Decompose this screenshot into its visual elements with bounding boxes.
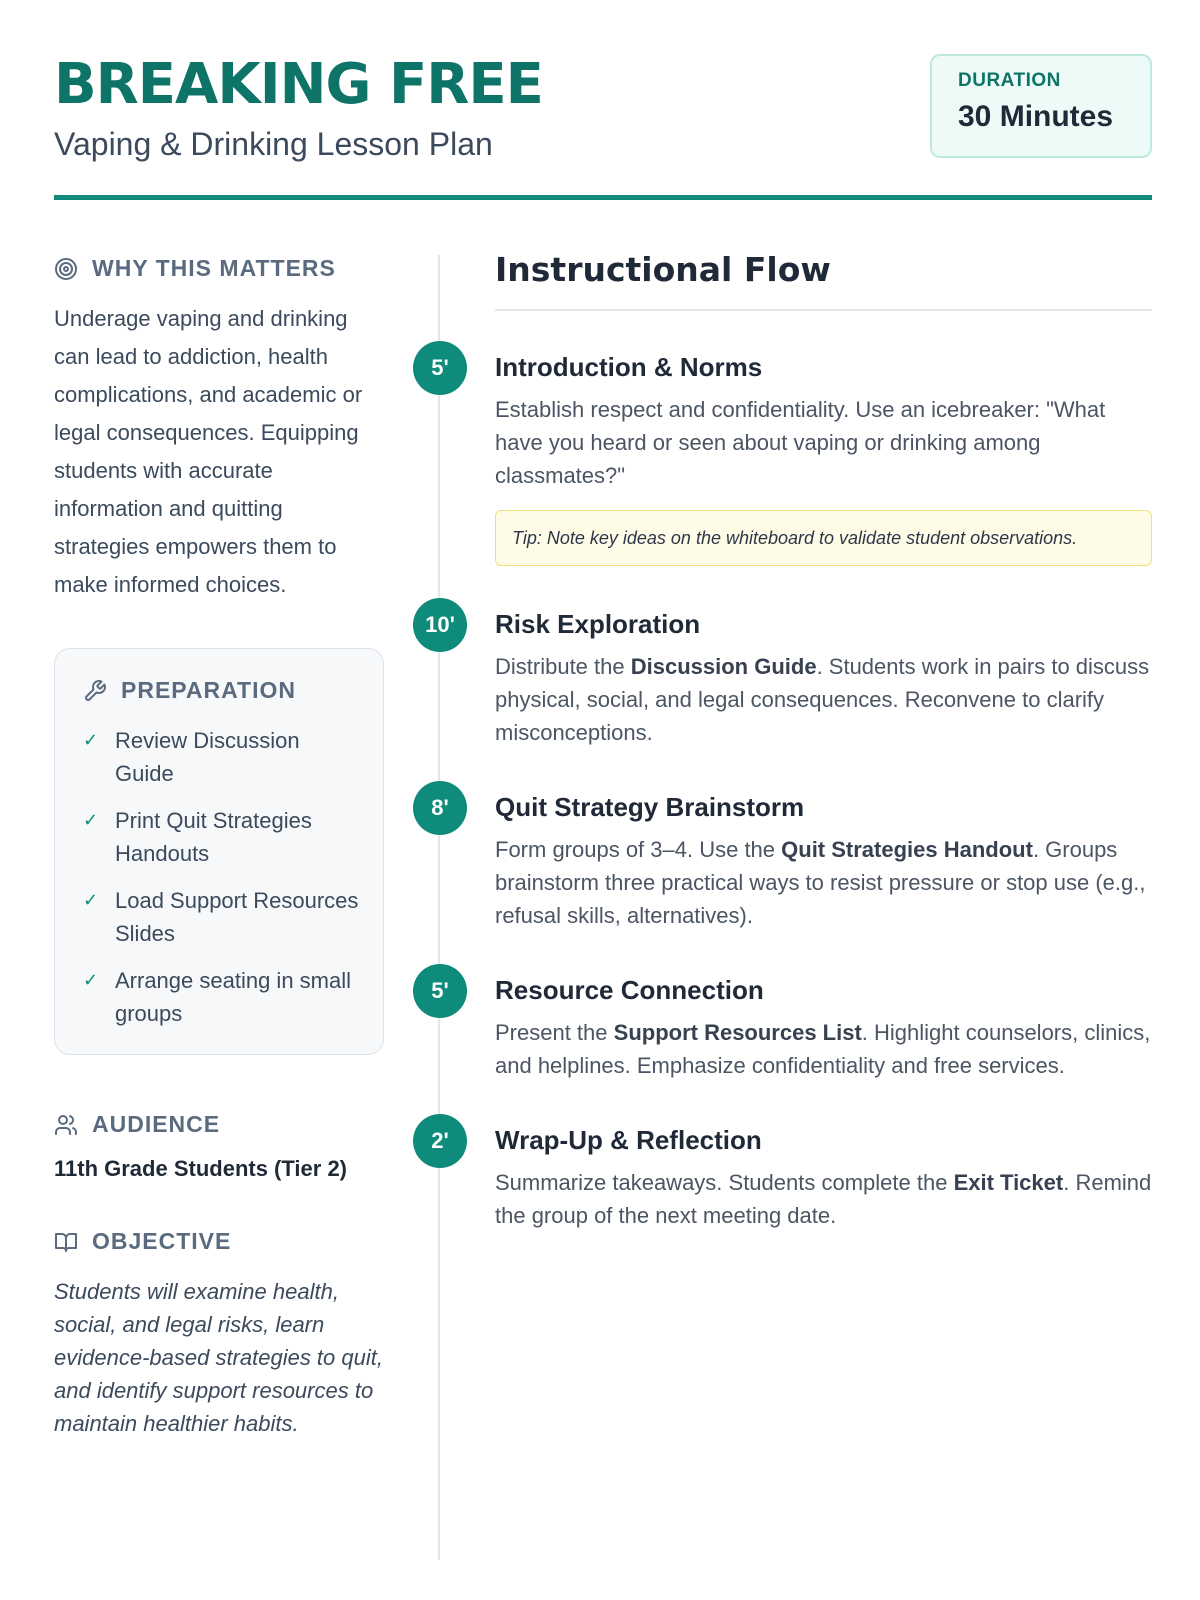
step-item — [431, 974, 1152, 1082]
users-icon — [54, 1113, 78, 1137]
step-description: Establish respect and confidentiality. Use an icebreaker: "What have you heard or seen about vaping or drinking among classmates?" — [495, 397, 1106, 488]
time-badge: 2' — [413, 1114, 467, 1168]
step-item — [425, 608, 1152, 749]
list-item: ✓ Review Discussion Guide — [83, 724, 361, 790]
step-title: Quit Strategy Brainstorm — [495, 792, 805, 822]
why-heading-label: WHY THIS MATTERS — [92, 255, 336, 281]
step-description: Distribute the Discussion Guide. Students work in pairs to discuss physical, social, and legal consequences. Reconvene to clarify misconceptions. — [495, 654, 1150, 745]
audience-text: 11th Grade Students (Tier 2) — [54, 1156, 348, 1181]
list-item: ✓ Load Support Resources Slides — [83, 884, 361, 950]
book-icon — [54, 1230, 78, 1254]
step-title: Wrap-Up & Reflection — [495, 1125, 762, 1155]
flow-title: Instructional Flow — [495, 250, 1152, 311]
preparation-heading-label: PREPARATION — [121, 677, 296, 703]
check-icon: ✓ — [83, 810, 99, 830]
page-subtitle: Vaping & Drinking Lesson Plan — [54, 126, 493, 162]
preparation-list — [83, 724, 361, 1030]
duration-value: 30 Minutes — [958, 100, 1114, 133]
page-title: BREAKING FREE — [54, 52, 543, 117]
tip-box: Tip: Note key ideas on the whiteboard to validate student observations. — [495, 510, 1152, 566]
preparation-heading — [83, 677, 361, 704]
step-description: Present the Support Resources List. Highlight counselors, clinics, and helplines. Emphasize confidentiality and free services. — [495, 1020, 1151, 1078]
check-icon: ✓ — [83, 890, 99, 910]
wrench-icon — [83, 679, 107, 703]
step-item — [431, 1124, 1152, 1232]
step-item — [431, 791, 1152, 932]
list-item: ✓ Arrange seating in small groups — [83, 964, 361, 1030]
why-heading — [54, 255, 384, 282]
step-description: Summarize takeaways. Students complete the Exit Ticket. Remind the group of the next meeting date. — [495, 1170, 1152, 1228]
header — [54, 54, 1152, 202]
target-icon — [54, 257, 78, 281]
audience-heading-label: AUDIENCE — [92, 1111, 221, 1137]
sidebar — [54, 255, 384, 1440]
time-badge: 8' — [413, 781, 467, 835]
why-text: Underage vaping and drinking can lead to addiction, health complications, and academic or legal consequences. Equipping students with accurate information and quitting strategies empowers them to make informed choices. — [54, 306, 363, 597]
time-badge: 10' — [413, 598, 467, 652]
objective-heading — [54, 1228, 384, 1255]
step-title: Risk Exploration — [495, 609, 701, 639]
step-list — [425, 351, 1152, 1232]
audience-section — [54, 1111, 384, 1182]
list-item: ✓ Print Quit Strategies Handouts — [83, 804, 361, 870]
preparation-card — [54, 648, 384, 1055]
step-description: Form groups of 3–4. Use the Quit Strategies Handout. Groups brainstorm three practical ways to resist pressure or stop use (e.g., refusal skills, alternatives). — [495, 837, 1146, 928]
check-icon: ✓ — [83, 970, 99, 990]
duration-label: DURATION — [958, 70, 1061, 91]
step-item — [431, 351, 1152, 566]
time-badge: 5' — [413, 341, 467, 395]
check-icon: ✓ — [83, 730, 99, 750]
step-title: Resource Connection — [495, 975, 764, 1005]
time-badge: 5' — [413, 964, 467, 1018]
objective-section — [54, 1228, 384, 1440]
objective-text: Students will examine health, social, and legal risks, learn evidence-based strategies to quit, and identify support resources to maintain healthier habits. — [54, 1279, 383, 1436]
header-divider — [54, 195, 1152, 200]
instructional-flow — [425, 250, 1152, 1274]
audience-heading — [54, 1111, 384, 1138]
step-title: Introduction & Norms — [495, 352, 763, 382]
duration-card — [930, 54, 1152, 158]
objective-heading-label: OBJECTIVE — [92, 1228, 232, 1254]
timeline-line — [438, 255, 440, 1560]
